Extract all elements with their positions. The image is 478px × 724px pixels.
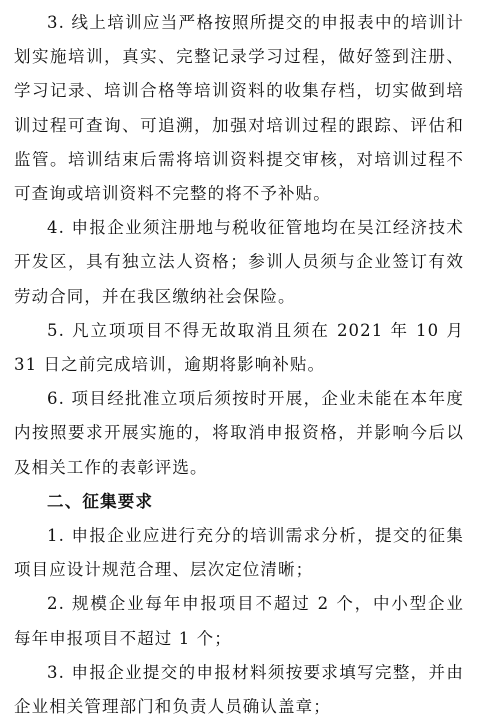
paragraph-item-3: 3. 线上培训应当严格按照所提交的申报表中的培训计划实施培训，真实、完整记录学习过程，做好签到注册、学习记录、培训合格等培训资料的收集存档，切实做到培训过程可查询、可追溯，加强对培训过程的跟踪、评估和监管。培训结束后需将培训资料提交审核，对培训过程不可查询或培训资料不完整的将不予补贴。 [14, 13, 464, 204]
paragraph-item-4: 4. 申报企业须注册地与税收征管地均在吴江经济技术开发区，具有独立法人资格；参训人员须与企业签订有效劳动合同，并在我区缴纳社会保险。 [14, 218, 464, 306]
requirement-item-2: 2. 规模企业每年申报项目不超过 2 个，中小型企业每年申报项目不超过 1 个； [14, 594, 464, 648]
requirement-item-1: 1. 申报企业应进行充分的培训需求分析，提交的征集项目应设计规范合理、层次定位清晰； [14, 526, 464, 580]
requirement-item-3: 3. 申报企业提交的申报材料须按要求填写完整，并由企业相关管理部门和负责人员确认盖章； [14, 662, 464, 717]
paragraph-item-6: 6. 项目经批准立项后须按时开展，企业未能在本年度内按照要求开展实施的，将取消申报资格，并影响今后以及相关工作的表彰评选。 [14, 389, 464, 477]
section-heading: 二、征集要求 [47, 491, 154, 511]
paragraph-item-5: 5. 凡立项项目不得无故取消且须在 2021 年 10 月 31 日之前完成培训，逾期将影响补贴。 [14, 320, 464, 375]
